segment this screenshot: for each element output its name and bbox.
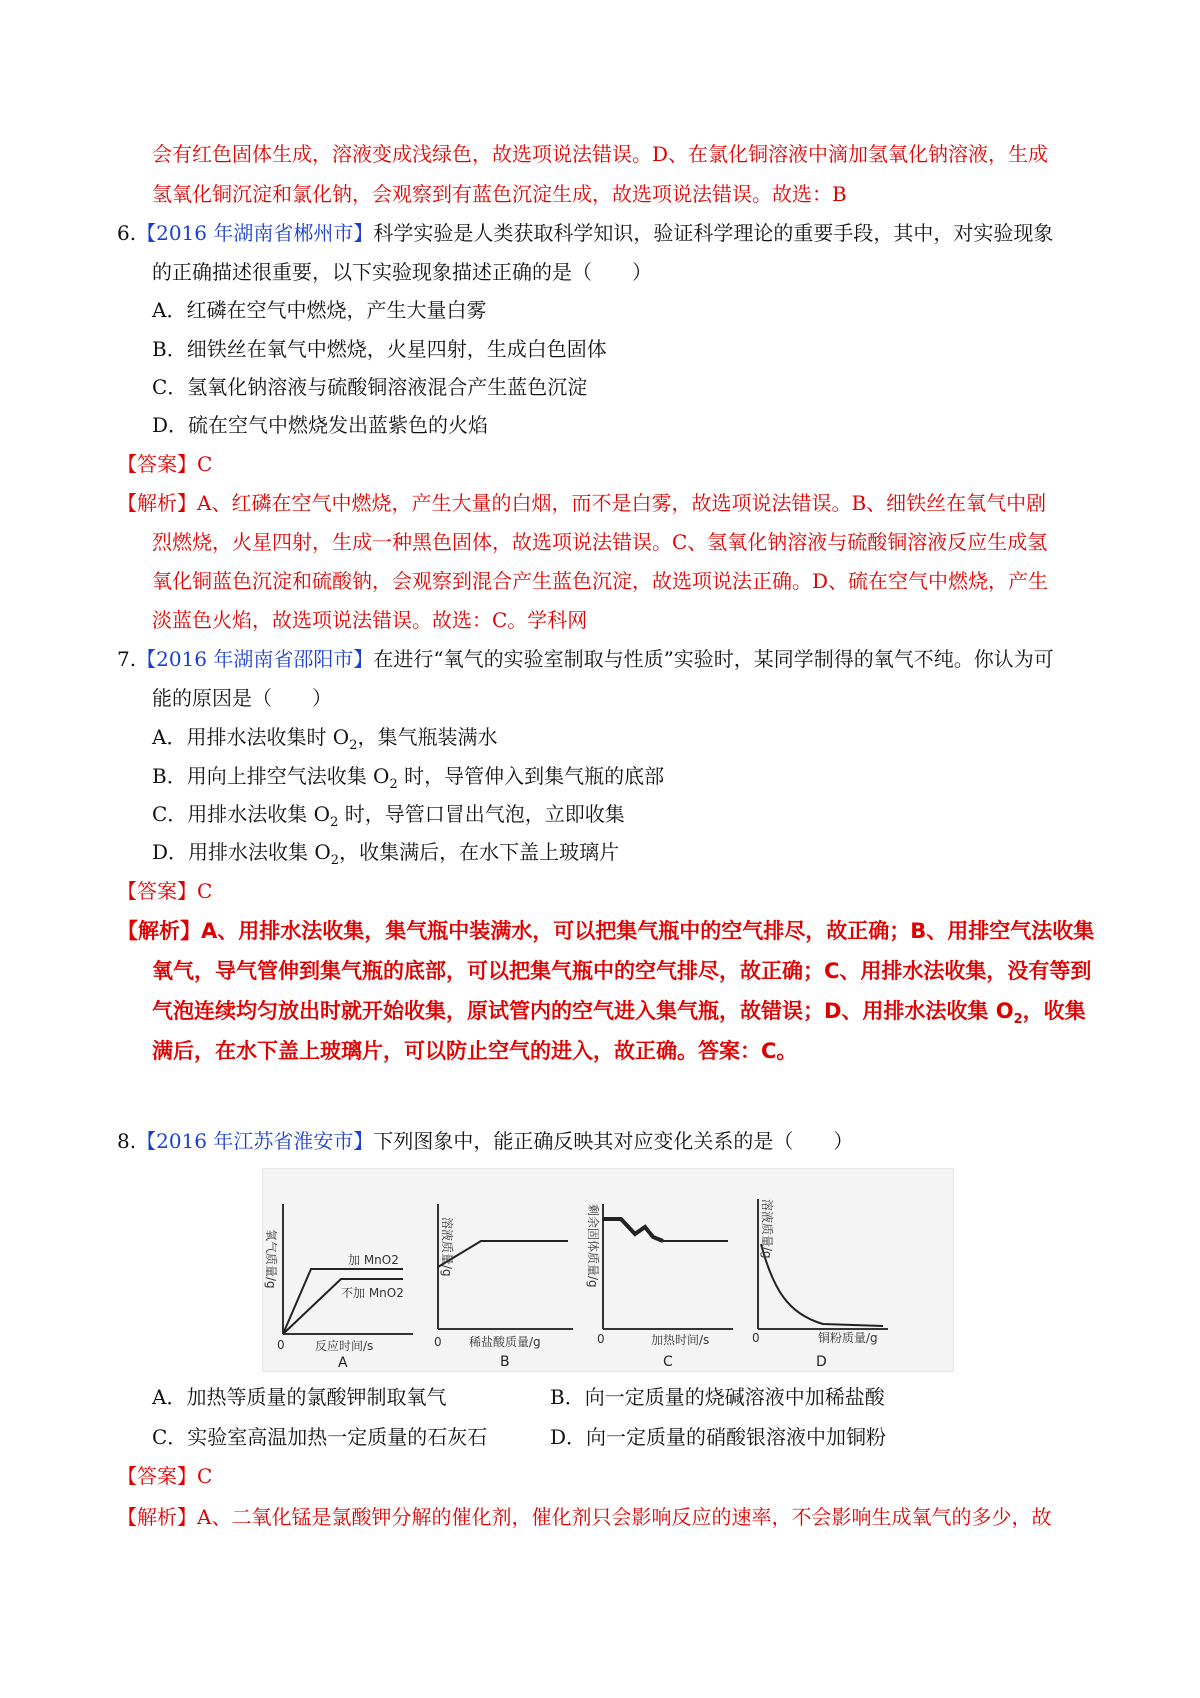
q8-analysis-line-1 xyxy=(117,1503,1051,1531)
analysis-label: 【解析】 xyxy=(117,491,197,515)
graph-c-caption: C xyxy=(663,1354,673,1370)
q6-analysis-line-1 xyxy=(117,489,1046,517)
graph-d-xlabel: 铜粉质量/g xyxy=(818,1331,878,1345)
q7-analysis-line-1 xyxy=(117,917,1094,945)
q8-option-c: C．实验室高温加热一定质量的石灰石 xyxy=(152,1425,488,1449)
question-number: 7. xyxy=(117,647,137,671)
graph-a xyxy=(264,1204,413,1371)
question-7-stem-line-2: 能的原因是（ ） xyxy=(152,686,332,710)
q8-option-b: B．向一定质量的烧碱溶液中加稀盐酸 xyxy=(550,1385,885,1409)
q6-option-b: B．细铁丝在氧气中燃烧，火星四射，生成白色固体 xyxy=(152,337,607,361)
q6-analysis-line-4: 淡蓝色火焰，故选项说法错误。故选：C。学科网 xyxy=(152,608,588,632)
graph-c-xlabel: 加热时间/s xyxy=(651,1333,710,1347)
analysis-label: 【解析】 xyxy=(117,1505,197,1529)
graph-b-caption: B xyxy=(500,1354,510,1370)
graph-c xyxy=(586,1204,733,1370)
graph-d xyxy=(752,1199,888,1370)
graph-a-xlabel: 反应时间/s xyxy=(315,1339,374,1353)
graph-b-xlabel: 稀盐酸质量/g xyxy=(469,1335,541,1349)
analysis-label: 【解析】 xyxy=(117,919,201,943)
question-source: 【2016 年江苏省淮安市】 xyxy=(136,1129,374,1153)
q7-answer: 【答案】C xyxy=(117,879,213,903)
graph-a-line2-label: 不加 MnO2 xyxy=(341,1286,404,1300)
q6-option-d: D．硫在空气中燃烧发出蓝紫色的火焰 xyxy=(152,413,489,437)
question-8-stem xyxy=(117,1127,853,1155)
q7-option-c: C．用排水法收集 $O_2$ 时，导管口冒出气泡，立即收集 xyxy=(152,802,625,830)
q7-analysis-line-4: 满后，在水下盖上玻璃片，可以防止空气的进入，故正确。答案：C。 xyxy=(152,1039,798,1063)
analysis-text: A、红磷在空气中燃烧，产生大量的白烟，而不是白雾，故选项说法错误。B、细铁丝在氧气中剧 xyxy=(197,491,1047,515)
question-number: 8. xyxy=(117,1129,137,1153)
q8-option-d: D．向一定质量的硝酸银溶液中加铜粉 xyxy=(550,1425,887,1449)
q8-answer: 【答案】C xyxy=(117,1464,213,1488)
question-source: 【2016 年湖南省邵阳市】 xyxy=(136,647,374,671)
q7-option-b: B．用向上排空气法收集 $O_2$ 时，导管伸入到集气瓶的底部 xyxy=(152,764,665,792)
q7-analysis-line-3: 气泡连续均匀放出时就开始收集，原试管内的空气进入集气瓶，故错误；D、用排水法收集 $O_2$，收集 xyxy=(152,999,1086,1028)
analysis-text: A、用排水法收集，集气瓶中装满水，可以把集气瓶中的空气排尽，故正确；B、用排空气法收集 xyxy=(201,919,1095,943)
question-stem: 在进行“氧气的实验室制取与性质”实验时，某同学制得的氧气不纯。你认为可 xyxy=(373,647,1054,671)
intro-line-1: 会有红色固体生成，溶液变成浅绿色，故选项说法错误。D、在氯化铜溶液中滴加氢氧化钠溶液，生成 xyxy=(152,142,1049,166)
question-stem: 科学实验是人类获取科学知识，验证科学理论的重要手段，其中，对实验现象 xyxy=(373,221,1054,245)
graph-d-ylabel: 溶液质量/g xyxy=(760,1199,774,1259)
graph-a-caption: A xyxy=(338,1355,348,1371)
question-6-stem-line-2: 的正确描述很重要，以下实验现象描述正确的是（ ） xyxy=(152,260,652,284)
question-7-stem-line-1 xyxy=(117,645,1054,673)
graph-b-ylabel: 溶液质量/g xyxy=(440,1217,454,1277)
q8-option-a: A．加热等质量的氯酸钾制取氧气 xyxy=(152,1385,447,1409)
graph-c-ylabel: 剩余固体质量/g xyxy=(586,1204,600,1288)
graph-c-origin: 0 xyxy=(597,1332,605,1346)
graph-b xyxy=(434,1204,573,1370)
question-stem: 下列图象中，能正确反映其对应变化关系的是（ ） xyxy=(373,1129,854,1153)
graph-b-origin: 0 xyxy=(434,1335,442,1349)
q7-option-d: D．用排水法收集 $O_2$，收集满后，在水下盖上玻璃片 xyxy=(152,840,620,868)
q6-analysis-line-2: 烈燃烧，火星四射，生成一种黑色固体，故选项说法错误。C、氢氧化钠溶液与硫酸铜溶液反应生成氢 xyxy=(152,530,1048,554)
q7-analysis-line-2: 氧气，导气管伸到集气瓶的底部，可以把集气瓶中的空气排尽，故正确；C、用排水法收集，没有等到 xyxy=(152,959,1092,983)
graph-a-ylabel: 氧气质量/g xyxy=(264,1229,278,1289)
analysis-text: A、二氧化锰是氯酸钾分解的催化剂，催化剂只会影响反应的速率，不会影响生成氧气的多少，故 xyxy=(197,1505,1052,1529)
q6-option-a: A．红磷在空气中燃烧，产生大量白雾 xyxy=(152,298,487,322)
q6-option-c: C．氢氧化钠溶液与硫酸铜溶液混合产生蓝色沉淀 xyxy=(152,375,588,399)
q6-analysis-line-3: 氧化铜蓝色沉淀和硫酸钠，会观察到混合产生蓝色沉淀，故选项说法正确。D、硫在空气中燃烧，产生 xyxy=(152,569,1049,593)
q6-answer: 【答案】C xyxy=(117,452,213,476)
question-number: 6. xyxy=(117,221,137,245)
graph-d-origin: 0 xyxy=(752,1331,760,1345)
q7-option-a: A．用排水法收集时 $O_2$，集气瓶装满水 xyxy=(152,725,498,753)
graph-d-caption: D xyxy=(816,1354,827,1370)
question-source: 【2016 年湖南省郴州市】 xyxy=(136,221,374,245)
intro-line-2: 氢氧化铜沉淀和氯化钠，会观察到有蓝色沉淀生成，故选项说法错误。故选：B xyxy=(152,182,847,206)
graph-a-origin: 0 xyxy=(277,1338,285,1352)
question-6-stem-line-1 xyxy=(117,219,1053,247)
q8-graphs-figure xyxy=(262,1168,954,1372)
graph-a-line1-label: 加 MnO2 xyxy=(348,1253,399,1267)
